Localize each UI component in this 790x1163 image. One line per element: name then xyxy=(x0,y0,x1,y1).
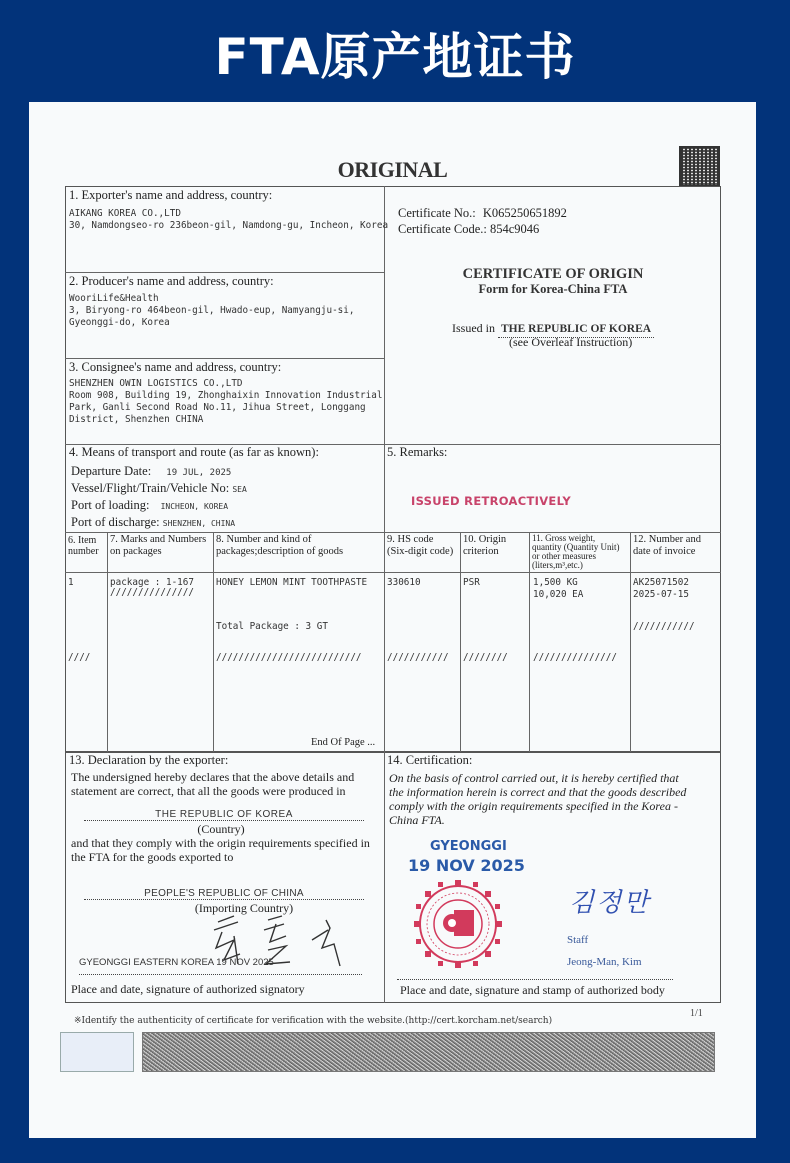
total-package: Total Package : 3 GT xyxy=(216,621,328,632)
item-number: 1 xyxy=(68,577,74,588)
qr-code-icon xyxy=(679,146,720,187)
signer-title: Staff xyxy=(567,934,589,946)
country-caption: (Country) xyxy=(197,822,245,836)
page-number: 1/1 xyxy=(690,1008,703,1019)
item-number-slash: //// xyxy=(68,652,91,663)
invoice-date: 2025-07-15 xyxy=(633,589,689,600)
issued-in-country: THE REPUBLIC OF KOREA xyxy=(498,322,654,338)
end-of-page: End Of Page ... xyxy=(311,737,376,748)
hs-code-value: 330610 xyxy=(387,577,421,588)
port-of-loading-value: INCHEON, KOREA xyxy=(160,502,229,511)
issued-in: Issued in THE REPUBLIC OF KOREA xyxy=(452,321,654,338)
producer-address-line2: Gyeonggi-do, Korea xyxy=(69,317,170,328)
header-description: 8. Number and kind of packages;description of goods xyxy=(216,534,344,557)
certifier-signature: 김정만 xyxy=(569,888,651,918)
vessel-no-value: SEA xyxy=(232,485,247,494)
certification-footer: Place and date, signature and stamp of authorized body xyxy=(400,983,665,997)
header-invoice: 12. Number and date of invoice xyxy=(633,534,701,557)
producer-name: WooriLife&Health xyxy=(69,293,159,304)
producer-address-line1: 3, Biryong-ro 464beon-gil, Hwado-eup, Namyangju-si, xyxy=(69,305,355,316)
exporter-name: AIKANG KOREA CO.,LTD xyxy=(69,208,181,219)
security-barcode xyxy=(142,1032,715,1072)
chamber-seal-icon xyxy=(412,878,504,970)
declaration-label: 13. Declaration by the exporter: xyxy=(69,753,229,767)
gross-weight-value: 1,500 KG xyxy=(533,577,578,588)
header-hs-code: 9. HS code (Six-digit code) xyxy=(387,534,454,557)
certificate-no-value: K065250651892 xyxy=(482,206,567,220)
signer-name: Jeong-Man, Kim xyxy=(567,956,642,968)
goods-description: HONEY LEMON MINT TOOTHPASTE xyxy=(216,577,368,588)
declaration-country: THE REPUBLIC OF KOREA xyxy=(84,809,364,821)
header-origin-criterion: 10. Origin criterion xyxy=(463,534,507,557)
certificate-document xyxy=(29,102,756,1138)
port-of-discharge-value: SHENZHEN, CHINA xyxy=(162,519,236,528)
stamp-date: 19 NOV 2025 xyxy=(408,856,525,875)
transport-label: 4. Means of transport and route (as far as known): xyxy=(69,445,319,459)
origin-criterion-slash: //////// xyxy=(463,652,508,663)
departure-date-value: 19 JUL, 2025 xyxy=(166,468,232,478)
certificate-subtitle: Form for Korea-China FTA xyxy=(478,282,628,296)
invoice-slash: /////////// xyxy=(633,621,695,632)
departure-date: Departure Date: 19 JUL, 2025 xyxy=(71,464,232,478)
origin-criterion-value: PSR xyxy=(463,577,480,588)
exporter-address: 30, Namdongseo-ro 236beon-gil, Namdong-gu, Incheon, Korea xyxy=(69,220,389,231)
verification-note: ※Identify the authenticity of certificate for verification with the website.(http://cert.korcham.net/search) xyxy=(74,1016,553,1026)
producer-label: 2. Producer's name and address, country: xyxy=(69,274,274,288)
gross-weight-slash: /////////////// xyxy=(533,652,617,663)
verification-logo-box xyxy=(60,1032,134,1072)
stamp-place: GYEONGGI xyxy=(430,839,507,854)
banner-title: FTA原产地证书 xyxy=(214,28,576,86)
certification-label: 14. Certification: xyxy=(387,753,473,767)
hs-code-slash: /////////// xyxy=(387,652,449,663)
certificate-no: Certificate No.: K065250651892 xyxy=(398,206,567,220)
vessel-no: Vessel/Flight/Train/Vehicle No: SEA xyxy=(71,481,247,495)
port-of-loading: Port of loading: INCHEON, KOREA xyxy=(71,498,229,512)
consignee-name: SHENZHEN OWIN LOGISTICS CO.,LTD xyxy=(69,378,243,389)
certification-text: On the basis of control carried out, it is hereby certified that the information herein is correct and that the goods described comply with the origin requirements specified in the Korea - China FTA. xyxy=(389,771,687,827)
remarks-label: 5. Remarks: xyxy=(387,445,448,459)
header-gross-weight: 11. Gross weight, quantity (Quantity Unit) or other measures (liters,m³,etc.) xyxy=(532,533,620,570)
port-of-discharge: Port of discharge: SHENZHEN, CHINA xyxy=(71,515,236,529)
exporter-label: 1. Exporter's name and address, country: xyxy=(69,188,273,202)
invoice-number: AK25071502 xyxy=(633,577,689,588)
consignee-address-line2: Park, Ganli Second Road No.11, Jihua Street, Longgang xyxy=(69,402,366,413)
consignee-address-line3: District, Shenzhen CHINA xyxy=(69,414,204,425)
retroactive-stamp: ISSUED RETROACTIVELY xyxy=(411,494,572,508)
certificate-title: CERTIFICATE OF ORIGIN xyxy=(462,266,644,282)
importing-country: PEOPLE'S REPUBLIC OF CHINA xyxy=(84,888,364,900)
header-item-number: 6. Item number xyxy=(68,535,99,557)
overleaf-note: (see Overleaf Instruction) xyxy=(509,335,633,349)
declaration-place-date: GYEONGGI EASTERN KOREA 19 NOV 2025 xyxy=(79,957,362,975)
declaration-text-2: and that they comply with the origin requirements specified in the FTA for the goods exported to xyxy=(71,836,370,864)
certificate-code: Certificate Code.: 854c9046 xyxy=(398,222,540,236)
header-marks: 7. Marks and Numbers on packages xyxy=(110,534,207,557)
consignee-address-line1: Room 908, Building 19, Zhonghaixin Innovation Industrial xyxy=(69,390,383,401)
original-heading: ORIGINAL xyxy=(337,157,448,182)
importing-country-caption: (Importing Country) xyxy=(194,901,294,915)
declaration-text-1: The undersigned hereby declares that the above details and statement are correct, that all the goods were produced in xyxy=(71,770,355,798)
marks-value: package : 1-167 xyxy=(110,577,194,588)
consignee-label: 3. Consignee's name and address, country: xyxy=(69,360,282,374)
description-slash: ////////////////////////// xyxy=(216,652,362,663)
declaration-footer: Place and date, signature of authorized signatory xyxy=(71,982,305,996)
certificate-code-value: 854c9046 xyxy=(489,222,540,236)
quantity-value: 10,020 EA xyxy=(533,589,584,600)
marks-slash: /////////////// xyxy=(110,587,194,598)
